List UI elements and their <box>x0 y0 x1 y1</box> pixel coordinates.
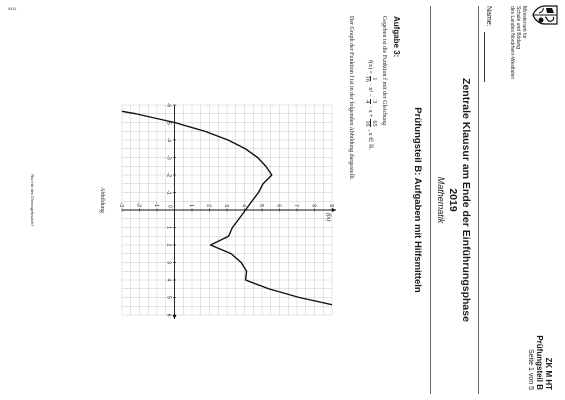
footer-note: Nur für den Dienstgebrauch! <box>30 174 35 226</box>
y-tick-label: 8 <box>310 204 317 207</box>
x-tick-label: 5 <box>165 296 172 299</box>
x-tick-label: -2 <box>165 172 172 178</box>
y-tick-label: -1 <box>153 202 160 207</box>
header-info <box>526 335 553 390</box>
function-graph <box>112 95 342 325</box>
function-label: f(x) <box>325 213 331 222</box>
x-axis-arrow <box>173 315 177 319</box>
y-tick-label: 6 <box>275 204 282 207</box>
page-id: 0411 <box>8 6 17 11</box>
name-label: Name: <box>485 6 492 27</box>
fraction-3: 65 16 <box>364 120 377 127</box>
section-title: Prüfungsteil B: Aufgaben mit Hilfsmitteln <box>412 107 423 293</box>
y-tick-label: 7 <box>293 204 300 207</box>
ministry-name: Ministerium für Schule und Bildung des Landes Nordrhein-Westfalen <box>509 6 527 80</box>
y-tick-label: -2 <box>135 202 142 207</box>
y-tick-label: 4 <box>240 204 247 207</box>
x-tick-label: -1 <box>165 190 172 195</box>
y-tick-label: 9 <box>328 204 335 207</box>
y-tick-label: -3 <box>118 202 125 207</box>
y-tick-label: 3 <box>223 204 230 207</box>
page-info: Seite 1 von 5 <box>527 349 534 390</box>
name-field-line[interactable] <box>484 32 485 82</box>
figure-caption: Abbildung <box>99 187 105 213</box>
task-title: Aufgabe 3: <box>392 16 401 58</box>
exam-part: Prüfungsteil B <box>535 335 544 390</box>
subject: Mathematik <box>436 176 446 224</box>
fraction-1: 1 16 <box>364 75 377 82</box>
exam-code: ZK M HT <box>544 357 553 390</box>
exam-title: Zentrale Klausur am Ende der Einführungsphase 2019 <box>447 78 472 322</box>
function-equation: f(x) = 1 16 · x³ − 3 4 · x + 65 16 , x ∈ ℝ. <box>364 60 377 150</box>
x-tick-label: 3 <box>165 261 172 264</box>
graph-description: Der Graph der Funktion f ist in der folgenden Abbildung dargestellt. <box>348 16 354 181</box>
x-tick-label: 1 <box>165 226 172 229</box>
x-tick-label: -5 <box>165 120 172 125</box>
intro-text: Gegeben ist die Funktion f mit der Gleichung <box>381 16 387 126</box>
x-tick-label: 4 <box>165 278 172 282</box>
title-divider <box>430 6 431 394</box>
fraction-2: 3 4 <box>364 100 377 104</box>
y-axis-arrow <box>332 208 336 212</box>
x-tick-label: -4 <box>165 137 172 143</box>
state-crest-icon <box>531 0 561 30</box>
x-tick-label: 6 <box>165 313 172 317</box>
header-divider <box>478 6 479 394</box>
x-tick-label: -3 <box>165 155 172 160</box>
y-tick-label: 1 <box>188 204 195 207</box>
y-tick-label: 2 <box>205 204 212 207</box>
x-tick-label: 0 <box>166 205 173 208</box>
x-tick-label: 2 <box>165 243 172 247</box>
x-tick-label: -6 <box>165 102 172 108</box>
y-tick-label: 5 <box>258 204 265 207</box>
